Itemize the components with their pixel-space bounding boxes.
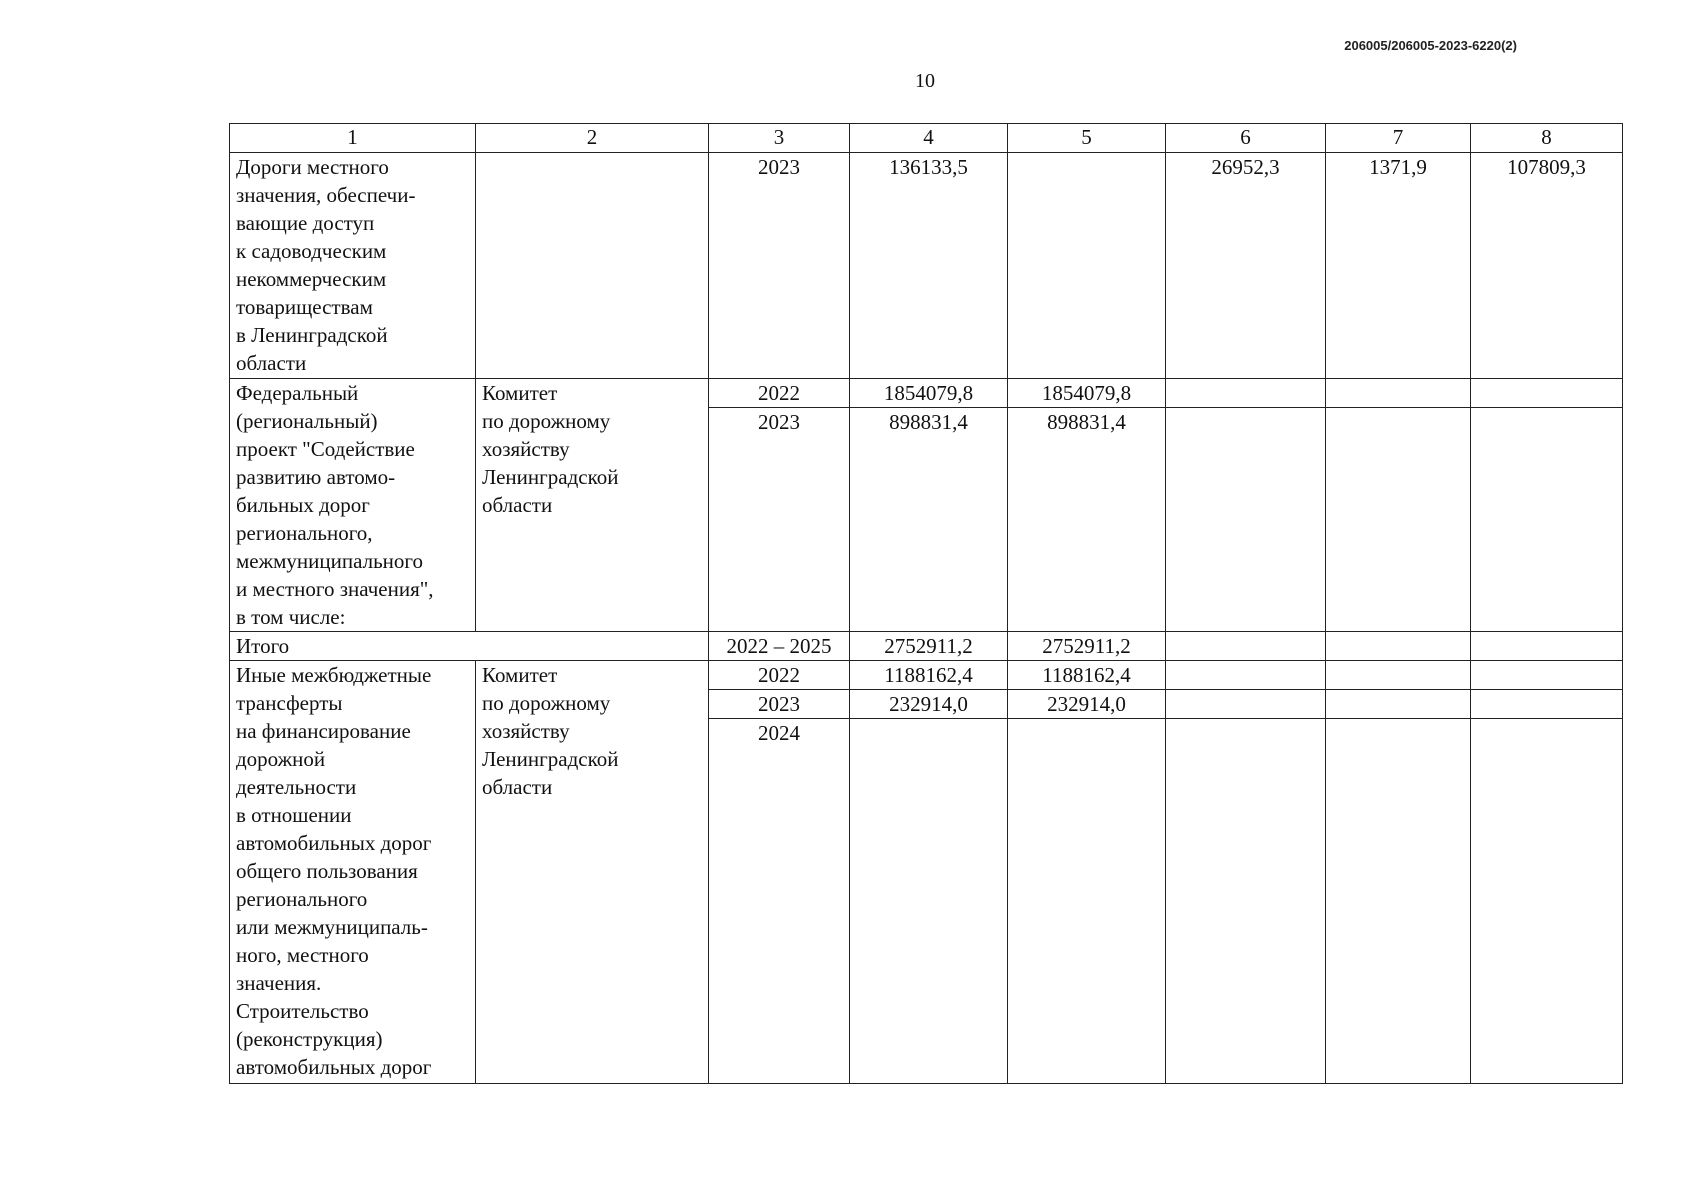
empty-cell	[1471, 379, 1623, 408]
column-header: 3	[709, 124, 850, 153]
table-header-row	[230, 124, 1623, 153]
empty-cell	[1471, 719, 1623, 1084]
empty-cell	[1471, 408, 1623, 632]
empty-cell	[1326, 632, 1471, 661]
empty-cell	[1166, 408, 1326, 632]
empty-cell	[1326, 379, 1471, 408]
value-cell-col5: 898831,4	[1008, 408, 1166, 632]
value-cell-col7: 1371,9	[1326, 153, 1471, 379]
empty-cell	[1166, 719, 1326, 1084]
column-header: 6	[1166, 124, 1326, 153]
value-cell-col5	[1008, 719, 1166, 1084]
value-cell-col5	[1008, 153, 1166, 379]
empty-cell	[1326, 719, 1471, 1084]
column-header: 4	[850, 124, 1008, 153]
empty-cell	[1166, 632, 1326, 661]
document-number: 206005/206005-2023-6220(2)	[1344, 38, 1517, 53]
total-row	[230, 632, 1623, 661]
year-cell: 2024	[709, 719, 850, 1084]
column-header: 7	[1326, 124, 1471, 153]
column-header: 5	[1008, 124, 1166, 153]
value-cell-col5: 2752911,2	[1008, 632, 1166, 661]
empty-cell	[1166, 690, 1326, 719]
year-cell: 2023	[709, 408, 850, 632]
value-cell-col5: 1854079,8	[1008, 379, 1166, 408]
year-cell: 2022	[709, 379, 850, 408]
value-cell-col4: 1188162,4	[850, 661, 1008, 690]
empty-cell	[1326, 408, 1471, 632]
empty-cell	[1326, 661, 1471, 690]
budget-table	[229, 123, 1623, 1084]
row-name-cell: Дороги местного значения, обеспечи- вающие доступ к садоводческим некоммерческим товариществам в Ленинградской области	[230, 153, 476, 379]
year-cell: 2022	[709, 661, 850, 690]
responsible-cell: Комитет по дорожному хозяйству Ленинградской области	[476, 379, 709, 632]
value-cell-col5: 232914,0	[1008, 690, 1166, 719]
year-cell: 2023	[709, 690, 850, 719]
value-cell-col4: 136133,5	[850, 153, 1008, 379]
value-cell-col4	[850, 719, 1008, 1084]
value-cell-col4: 2752911,2	[850, 632, 1008, 661]
row-name-cell: Иные межбюджетные трансферты на финансирование дорожной деятельности в отношении автомобильных дорог общего пользования регионального или межмуниципаль- ного, местного значения. Строительство (реконструкция) автомобильных дорог	[230, 661, 476, 1084]
table-row	[230, 153, 1623, 379]
value-cell-col6: 26952,3	[1166, 153, 1326, 379]
page-number: 10	[915, 70, 935, 92]
table-row	[230, 379, 1623, 408]
year-cell: 2023	[709, 153, 850, 379]
value-cell-col5: 1188162,4	[1008, 661, 1166, 690]
table-row	[230, 661, 1623, 690]
empty-cell	[1166, 379, 1326, 408]
year-cell: 2022 – 2025	[709, 632, 850, 661]
row-name-cell: Федеральный (региональный) проект "Содействие развитию автомо- бильных дорог регионального, межмуниципального и местного значения", в том числе:	[230, 379, 476, 632]
column-header: 8	[1471, 124, 1623, 153]
column-header: 1	[230, 124, 476, 153]
value-cell-col4: 232914,0	[850, 690, 1008, 719]
empty-cell	[1166, 661, 1326, 690]
value-cell-col8: 107809,3	[1471, 153, 1623, 379]
empty-cell	[1326, 690, 1471, 719]
responsible-cell: Комитет по дорожному хозяйству Ленинградской области	[476, 661, 709, 1084]
value-cell-col4: 898831,4	[850, 408, 1008, 632]
total-label: Итого	[230, 632, 709, 661]
value-cell-col4: 1854079,8	[850, 379, 1008, 408]
column-header: 2	[476, 124, 709, 153]
empty-cell	[1471, 690, 1623, 719]
responsible-cell	[476, 153, 709, 379]
empty-cell	[1471, 661, 1623, 690]
empty-cell	[1471, 632, 1623, 661]
